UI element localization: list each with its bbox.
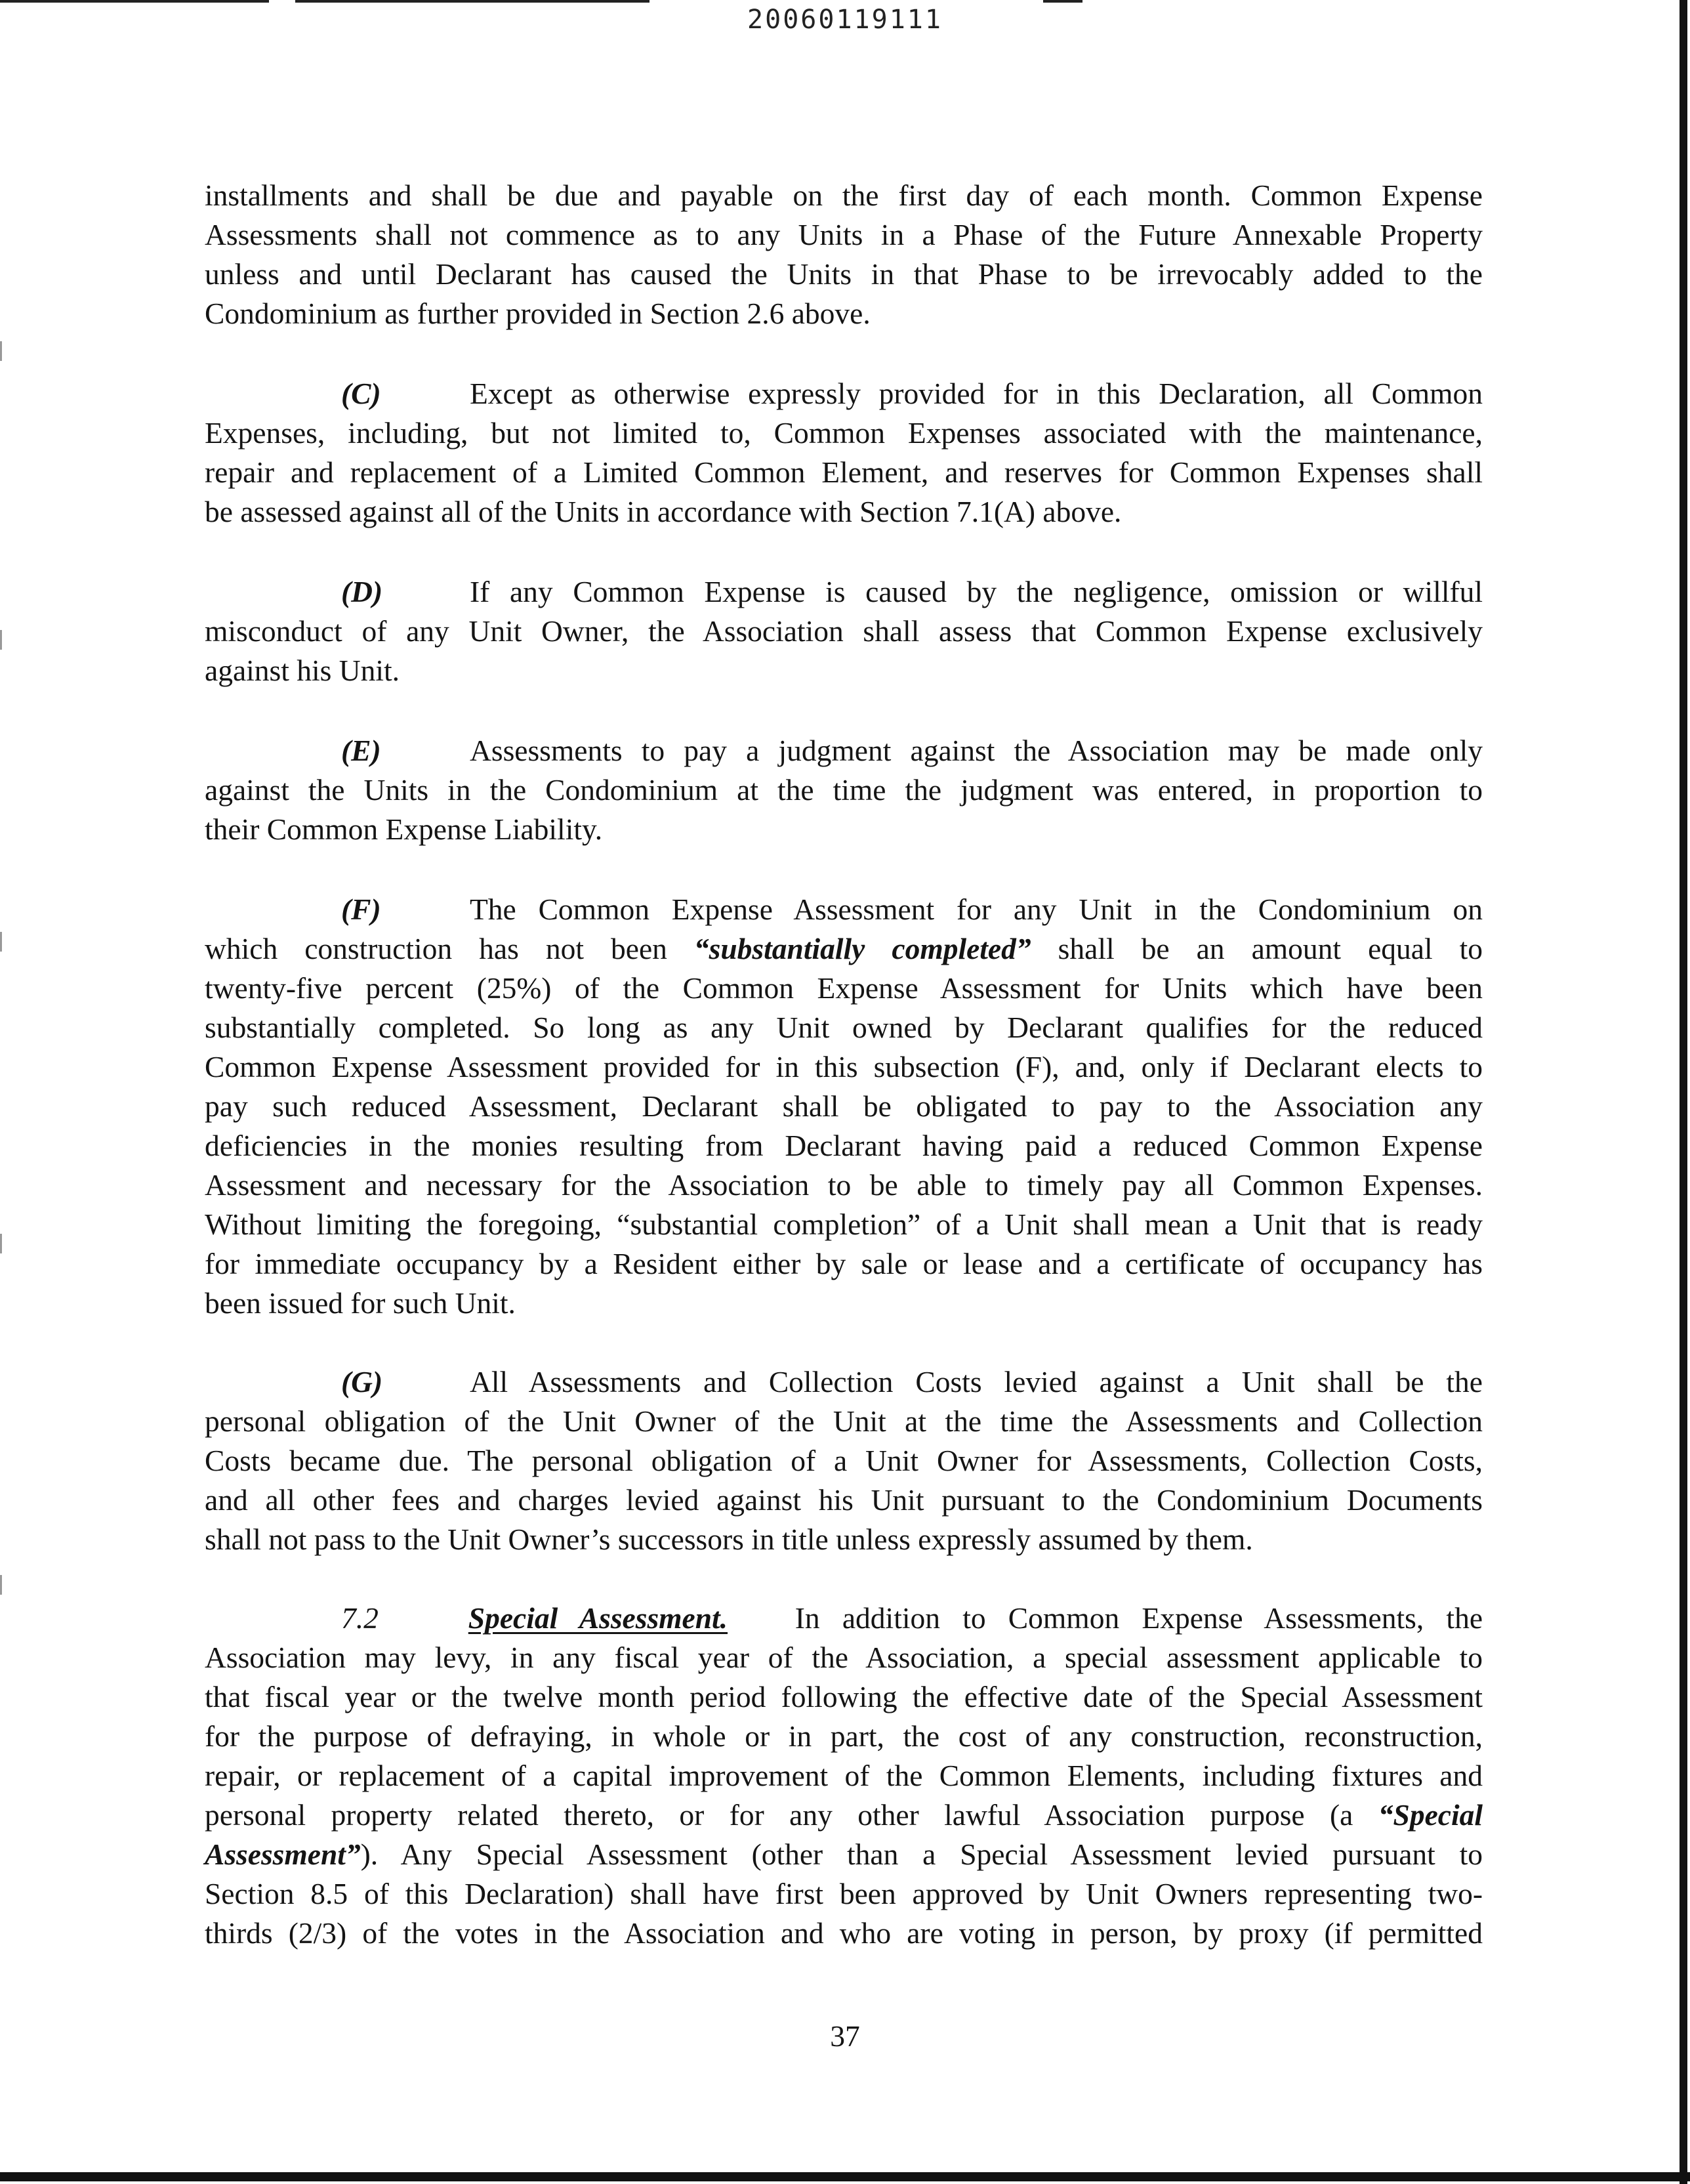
- text-line: repair, or replacement of a capital improvement of the Common Elements, including fixtures and: [205, 1759, 1483, 1792]
- paragraph-intro: [205, 176, 1483, 333]
- scan-edge-mark: [0, 932, 2, 952]
- text-line: Expenses, including, but not limited to, Common Expenses associated with the maintenance,: [205, 416, 1483, 450]
- text-line: been issued for such Unit.: [205, 1286, 516, 1320]
- text-line: deficiencies in the monies resulting from Declarant having paid a reduced Common Expense: [205, 1129, 1483, 1162]
- text-line: their Common Expense Liability.: [205, 812, 603, 846]
- text-line: for immediate occupancy by a Resident either by sale or lease and a certificate of occupancy has: [205, 1247, 1483, 1280]
- text-line: that fiscal year or the twelve month period following the effective date of the Special Assessment: [205, 1680, 1483, 1713]
- section-title: Special Assessment.: [468, 1601, 728, 1635]
- defined-term-special-assessment: Assessment”: [205, 1838, 361, 1871]
- page-number: 37: [830, 2019, 860, 2053]
- text-line: misconduct of any Unit Owner, the Association shall assess that Common Expense exclusively: [205, 614, 1483, 648]
- scan-edge-mark: [0, 341, 2, 361]
- subsection-label: (D): [341, 575, 383, 608]
- text-line: All Assessments and Collection Costs levied against a Unit shall be the: [470, 1365, 1483, 1398]
- text-line: unless and until Declarant has caused the Units in that Phase to be irrevocably added to the: [205, 257, 1483, 291]
- text-line: against the Units in the Condominium at the time the judgment was entered, in proportion to: [205, 773, 1483, 807]
- text-line: Condominium as further provided in Section 2.6 above.: [205, 297, 871, 330]
- text-line: be assessed against all of the Units in accordance with Section 7.1(A) above.: [205, 495, 1122, 528]
- text-line: Except as otherwise expressly provided for in this Declaration, all Common: [470, 377, 1483, 410]
- section-7-2: [205, 1599, 1483, 1953]
- text-line: Without limiting the foregoing, “substantial completion” of a Unit shall mean a Unit that is ready: [205, 1208, 1483, 1241]
- subsection-label: (E): [341, 734, 381, 767]
- scan-border-right: [1680, 0, 1687, 2184]
- scan-edge-mark: [0, 1575, 2, 1595]
- defined-term-special-assessment: “Special: [1378, 1798, 1483, 1832]
- text-line: The Common Expense Assessment for any Unit in the Condominium on: [470, 892, 1483, 926]
- text-line: installments and shall be due and payable on the first day of each month. Common Expense: [205, 178, 1483, 212]
- text-line: Assessments to pay a judgment against the Association may be made only: [470, 734, 1483, 767]
- text-line: and all other fees and charges levied against his Unit pursuant to the Condominium Documents: [205, 1483, 1483, 1517]
- text-line: personal obligation of the Unit Owner of the Unit at the time the Assessments and Collection: [205, 1404, 1483, 1438]
- text-line: against his Unit.: [205, 654, 400, 687]
- subsection-label: (G): [341, 1365, 383, 1398]
- text-line: for the purpose of defraying, in whole or in part, the cost of any construction, reconstruction,: [205, 1719, 1483, 1753]
- section-number: 7.2: [341, 1601, 379, 1635]
- text-line: twenty-five percent (25%) of the Common Expense Assessment for Units which have been: [205, 971, 1483, 1005]
- text-line: Costs became due. The personal obligation of a Unit Owner for Assessments, Collection Costs,: [205, 1444, 1483, 1477]
- text-fragment: personal property related thereto, or for any other lawful Association purpose (a: [205, 1798, 1353, 1832]
- document-number: 20060119111: [747, 5, 943, 35]
- paragraph-d: [205, 572, 1483, 690]
- text-line: Assessment and necessary for the Association to be able to timely pay all Common Expenses.: [205, 1168, 1483, 1202]
- text-line: Association may levy, in any fiscal year of the Association, a special assessment applicable to: [205, 1641, 1483, 1674]
- subsection-label: (C): [341, 377, 381, 410]
- text-fragment: In addition to Common Expense Assessments, the: [794, 1601, 1483, 1635]
- text-fragment: ). Any Special Assessment (other than a Special Assessment levied pursuant to: [360, 1838, 1483, 1871]
- scan-edge-mark: [0, 630, 2, 650]
- paragraph-e: [205, 731, 1483, 849]
- text-line: repair and replacement of a Limited Common Element, and reserves for Common Expenses shall: [205, 455, 1483, 489]
- subsection-label: (F): [341, 892, 381, 926]
- text-fragment: which construction has not been: [205, 932, 667, 965]
- defined-term-substantially-completed: “substantially completed”: [693, 932, 1031, 965]
- text-line: Assessments shall not commence as to any Units in a Phase of the Future Annexable Property: [205, 218, 1483, 251]
- text-fragment: shall be an amount equal to: [1058, 932, 1483, 965]
- paragraph-f: [205, 890, 1483, 1323]
- paragraph-g: [205, 1362, 1483, 1559]
- scan-edge-mark: [0, 1234, 2, 1253]
- text-line: Common Expense Assessment provided for in this subsection (F), and, only if Declarant elects to: [205, 1050, 1483, 1083]
- text-line: pay such reduced Assessment, Declarant shall be obligated to pay to the Association any: [205, 1089, 1483, 1123]
- text-line: If any Common Expense is caused by the negligence, omission or willful: [470, 575, 1483, 608]
- scan-border-bottom: [0, 2172, 1690, 2181]
- text-line: shall not pass to the Unit Owner’s successors in title unless expressly assumed by them.: [205, 1522, 1253, 1556]
- text-line: substantially completed. So long as any Unit owned by Declarant qualifies for the reduced: [205, 1011, 1483, 1044]
- text-line: thirds (2/3) of the votes in the Association and who are voting in person, by proxy (if permitted: [205, 1916, 1483, 1950]
- paragraph-c: [205, 374, 1483, 532]
- text-line: Section 8.5 of this Declaration) shall have first been approved by Unit Owners representing two-: [205, 1877, 1483, 1910]
